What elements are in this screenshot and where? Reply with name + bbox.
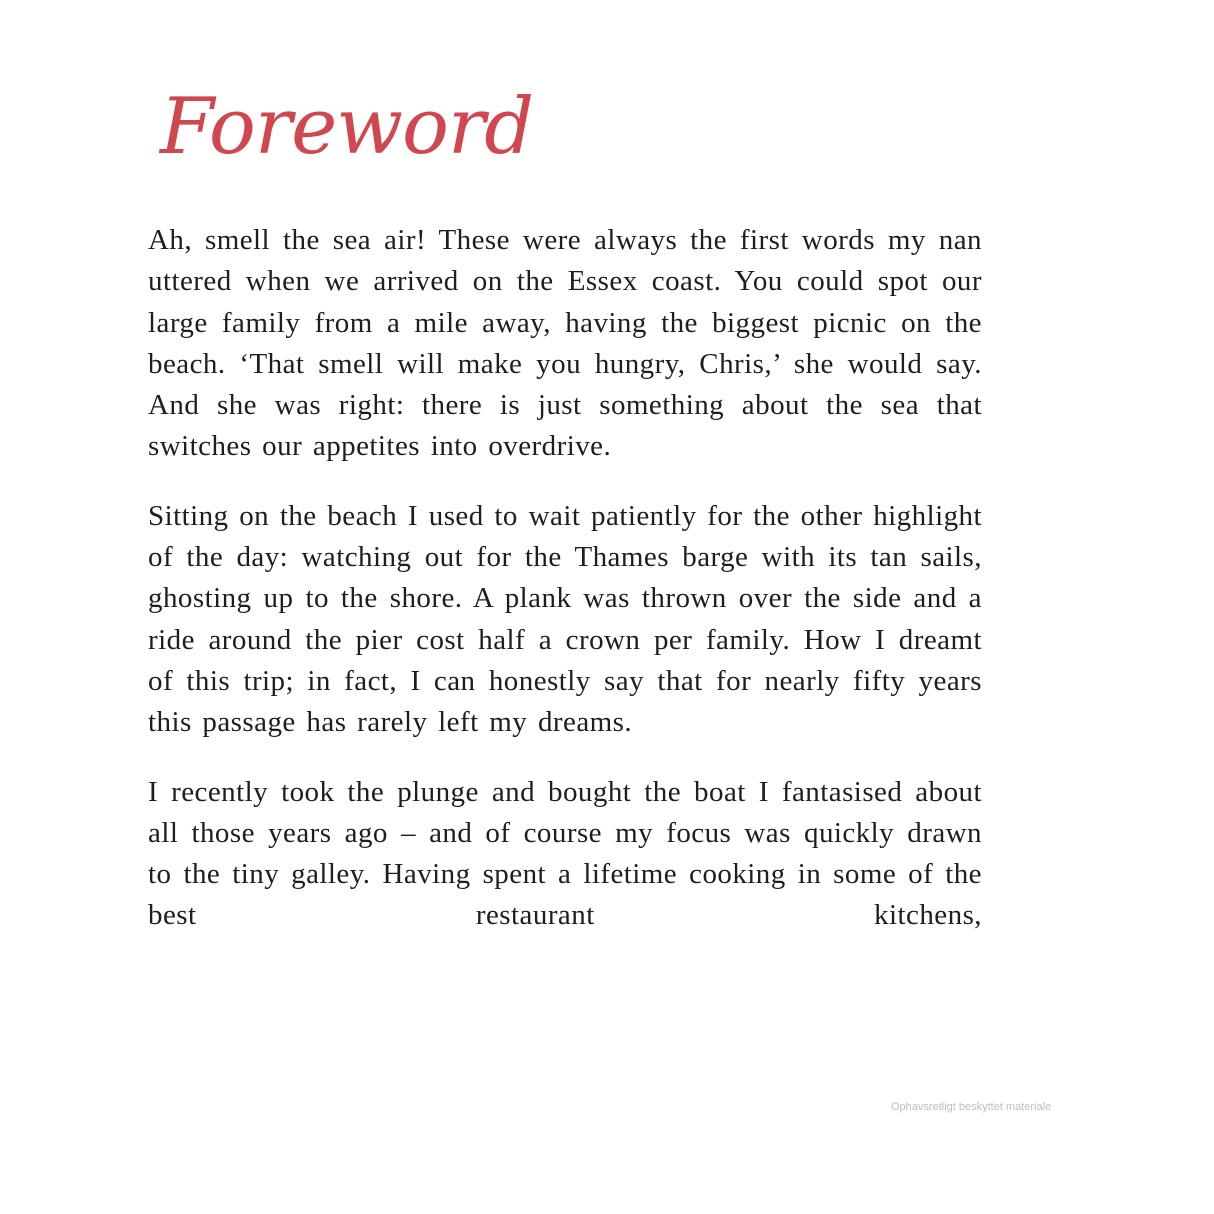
- body-text: [148, 220, 982, 937]
- paragraph-1: Ah, smell the sea air! These were always the first words my nan uttered when we arrived on the Essex coast. You could spot our large family from a mile away, having the biggest picnic on the beach. ‘That smell will make you hungry, Chris,’ she would say. And she was right: there is just something about the sea that switches our appetites into overdrive.: [148, 224, 982, 463]
- paragraph-2: Sitting on the beach I used to wait patiently for the other highlight of the day: watching out for the Thames barge with its tan sails, ghosting up to the shore. A plank was thrown over the side and a ride around the pier cost half a crown per family. How I dreamt of this trip; in fact, I can honestly say that for nearly fifty years this passage has rarely left my dreams.: [148, 499, 982, 739]
- chapter-title: Foreword: [160, 82, 534, 172]
- copyright-notice: Ophavsretligt beskyttet materiale: [891, 1101, 1052, 1113]
- paragraph-3: I recently took the plunge and bought the boat I fantasised about all those years ago – and of course my focus was quickly drawn to the tiny galley. Having spent a lifetime cooking in some of the best restaurant kitchens,: [148, 775, 982, 932]
